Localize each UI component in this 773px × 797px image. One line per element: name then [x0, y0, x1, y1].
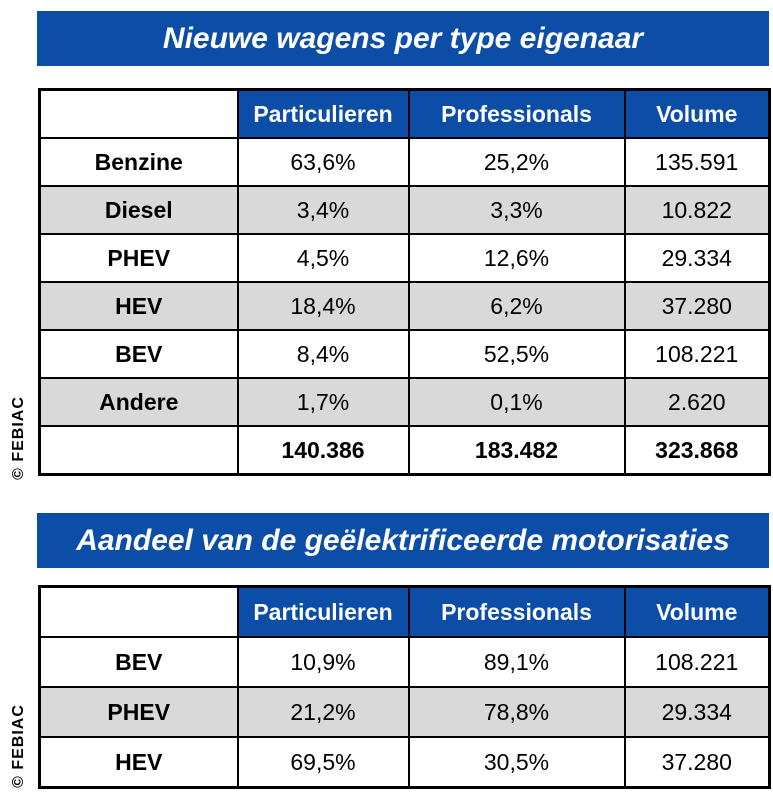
value-cell-professionals: 89,1% — [409, 637, 625, 687]
table2-title-bar — [37, 513, 769, 568]
value-cell-professionals: 30,5% — [409, 737, 625, 788]
table2-row-bev — [40, 637, 770, 687]
value-cell-volume: 2.620 — [625, 378, 770, 426]
value-cell-professionals: 6,2% — [409, 282, 625, 330]
table1-corner-cell — [40, 90, 238, 139]
value-cell-particulieren: 8,4% — [238, 330, 409, 378]
table1-column-header-particulieren: Particulieren — [238, 90, 409, 139]
febiac-copyright-table2: © FEBIAC — [10, 704, 27, 788]
table1-title: Nieuwe wagens per type eigenaar — [162, 21, 644, 55]
table2-column-header-volume: Volume — [625, 587, 770, 638]
total-cell-professionals: 183.482 — [409, 426, 625, 475]
row-label-cell: Diesel — [40, 186, 238, 234]
total-cell-particulieren: 140.386 — [238, 426, 409, 475]
table1-row-benzine — [40, 138, 770, 186]
table1-row-diesel — [40, 186, 770, 234]
row-label-cell: BEV — [40, 637, 238, 687]
table1-row-bev — [40, 330, 770, 378]
value-cell-particulieren: 18,4% — [238, 282, 409, 330]
value-cell-volume: 37.280 — [625, 282, 770, 330]
value-cell-professionals: 78,8% — [409, 687, 625, 737]
table1-row-andere — [40, 378, 770, 426]
row-label-cell: BEV — [40, 330, 238, 378]
table2-row-hev — [40, 737, 770, 788]
row-label-cell — [40, 426, 238, 475]
table1-column-header-professionals: Professionals — [409, 90, 625, 139]
value-cell-particulieren: 3,4% — [238, 186, 409, 234]
febiac-copyright-table1: © FEBIAC — [10, 396, 27, 480]
value-cell-volume: 29.334 — [625, 687, 770, 737]
table-new-cars-per-owner-type — [38, 88, 771, 476]
table-electrified-motorisations-share — [38, 585, 771, 789]
table2-corner-cell — [40, 587, 238, 638]
value-cell-professionals: 25,2% — [409, 138, 625, 186]
row-label-cell: HEV — [40, 737, 238, 788]
table1-column-header-volume: Volume — [625, 90, 770, 139]
value-cell-professionals: 12,6% — [409, 234, 625, 282]
value-cell-volume: 37.280 — [625, 737, 770, 788]
table2-column-header-particulieren: Particulieren — [238, 587, 409, 638]
value-cell-volume: 135.591 — [625, 138, 770, 186]
value-cell-volume: 108.221 — [625, 637, 770, 687]
table2-title: Aandeel van de geëlektrificeerde motorisaties — [76, 523, 730, 557]
table1-header-row — [40, 90, 770, 139]
row-label-cell: PHEV — [40, 234, 238, 282]
row-label-cell: PHEV — [40, 687, 238, 737]
table2-header-row — [40, 587, 770, 638]
value-cell-volume: 29.334 — [625, 234, 770, 282]
table1-row-phev — [40, 234, 770, 282]
value-cell-volume: 108.221 — [625, 330, 770, 378]
table2-column-header-professionals: Professionals — [409, 587, 625, 638]
value-cell-professionals: 0,1% — [409, 378, 625, 426]
value-cell-particulieren: 1,7% — [238, 378, 409, 426]
total-cell-volume: 323.868 — [625, 426, 770, 475]
value-cell-particulieren: 21,2% — [238, 687, 409, 737]
table2-row-phev — [40, 687, 770, 737]
row-label-cell: Andere — [40, 378, 238, 426]
value-cell-professionals: 52,5% — [409, 330, 625, 378]
value-cell-professionals: 3,3% — [409, 186, 625, 234]
row-label-cell: Benzine — [40, 138, 238, 186]
table1-row-total — [40, 426, 770, 475]
value-cell-volume: 10.822 — [625, 186, 770, 234]
table1-title-bar — [37, 11, 769, 66]
value-cell-particulieren: 69,5% — [238, 737, 409, 788]
value-cell-particulieren: 10,9% — [238, 637, 409, 687]
table1-row-hev — [40, 282, 770, 330]
row-label-cell: HEV — [40, 282, 238, 330]
value-cell-particulieren: 63,6% — [238, 138, 409, 186]
value-cell-particulieren: 4,5% — [238, 234, 409, 282]
